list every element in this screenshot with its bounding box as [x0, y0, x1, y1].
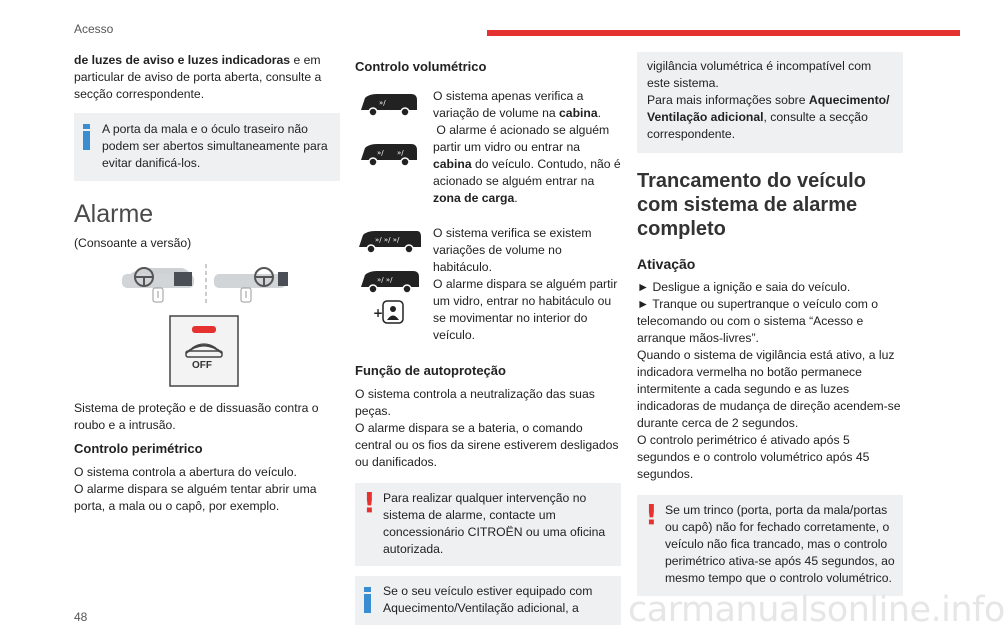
- activation-text-3: Quando o sistema de vigilância está ativo, a luz indicadora vermelha no botão permanece intermitente a cada segundo e as luzes indicadoras de mudança de direção acendem-se durante cerca de 2 segundos.: [637, 348, 901, 430]
- svg-text:»/: »/: [377, 149, 384, 157]
- habitacle-volume-block: [355, 225, 621, 344]
- perimetric-text-2: O alarme dispara se alguém tentar abrir uma porta, a mala ou o capô, por exemplo.: [74, 482, 317, 513]
- alarm-panel-svg: [74, 256, 340, 398]
- warning-box-text: Para realizar qualquer intervenção no sistema de alarme, contacte um concessionário CITROËN ou uma oficina autorizada.: [383, 491, 606, 556]
- header-accent-bar: [487, 30, 960, 36]
- info-icon: [83, 124, 90, 150]
- self-protection-title: Função de autoproteção: [355, 363, 506, 378]
- perimetric-text-1: O sistema controla a abertura do veículo.: [74, 465, 297, 479]
- warning-box-text: Se um trinco (porta, porta da mala/portas ou capô) não for fechado corretamente, o veículo não fica trancado, mas o controlo perimétrico ativa-se após 45 segundos, ao mesmo tempo que o controlo volumétrico.: [665, 503, 895, 585]
- svg-text:»/ »/ »/: »/ »/ »/: [375, 236, 400, 244]
- activation-step-2: ► Tranque ou supertranque o veículo com o telecomando ou com o sistema “Acesso e arranque mãos-livres”.: [637, 297, 879, 345]
- activation-step-1: ► Desligue a ignição e saia do veículo.: [637, 280, 851, 294]
- page-number: 48: [74, 610, 88, 624]
- system-description: Sistema de proteção e de dissuasão contra o roubo e a intrusão.: [74, 401, 319, 432]
- intro-paragraph: de luzes de aviso e luzes indicadoras e em particular de aviso de porta aberta, consulte a secção correspondente.: [74, 53, 322, 101]
- info-box-text: Se o seu veículo estiver equipado com Aquecimento/Ventilação adicional, a: [383, 584, 593, 615]
- section-header: Acesso: [74, 22, 114, 36]
- warning-box-dealer: [355, 483, 621, 566]
- column-2: [355, 52, 621, 625]
- van-habitacle-icon: [355, 225, 425, 329]
- activation-text-4: O controlo perimétrico é ativado após 5 segundos e o controlo volumétrico após 45 segundos.: [637, 433, 870, 481]
- warning-icon: !: [363, 486, 376, 519]
- volumetric-title: Controlo volumétrico: [355, 59, 487, 74]
- column-3: [637, 52, 903, 596]
- info-box-text: A porta da mala e o óculo traseiro não podem ser abertos simultaneamente para evitar danificá-los.: [102, 122, 328, 170]
- off-button-label: OFF: [192, 360, 212, 371]
- perimetric-title: Controlo perimétrico: [74, 441, 203, 456]
- van-cabin-icons: [355, 88, 425, 193]
- self-protection-text-2: O alarme dispara se a bateria, o comando central ou os fios da sirene estiverem desligados ou danificados.: [355, 421, 619, 469]
- warning-box-latch: [637, 495, 903, 596]
- version-note: (Consoante a versão): [74, 236, 192, 250]
- cabin-volume-block: [355, 88, 621, 207]
- svg-text:+: +: [373, 306, 384, 320]
- van-habitacle-icons: [355, 225, 425, 334]
- watermark: carmanualsonline.info: [628, 590, 1005, 630]
- column-1: [74, 52, 340, 515]
- alarm-title: Alarme: [74, 200, 154, 228]
- van-cabin-icon: [355, 88, 425, 188]
- info-box-heating-continued: vigilância volumétrica é incompatível com este sistema. Para mais informações sobre Aquecimento/ Ventilação adicional, consulte a secção correspondente.: [637, 52, 903, 153]
- info-box-boot: [74, 113, 340, 181]
- warning-icon: !: [645, 498, 658, 531]
- svg-text:»/: »/: [397, 149, 404, 157]
- svg-text:»/ »/: »/ »/: [377, 276, 393, 284]
- info-box-heating: [355, 576, 621, 625]
- lock-section-title: Trancamento do veículo com sistema de alarme completo: [637, 170, 866, 240]
- habitacle-volume-text: O sistema verifica se existem variações de volume no habitáculo. O alarme dispara se alguém partir um vidro, entrar no habitáculo ou se movimentar no interior do veículo.: [433, 226, 618, 342]
- activation-title: Ativação: [637, 256, 696, 272]
- cabin-volume-text: O sistema apenas verifica a variação de volume na cabina. O alarme é acionado se alguém partir um vidro ou entrar na cabina do veículo. Contudo, não é acionado se alguém entrar na zona de carga.: [433, 89, 621, 205]
- self-protection-text-1: O sistema controla a neutralização das suas peças.: [355, 387, 595, 418]
- info-icon: [364, 587, 371, 613]
- alarm-panel-illustration: [74, 256, 340, 396]
- svg-text:»/: »/: [379, 99, 386, 107]
